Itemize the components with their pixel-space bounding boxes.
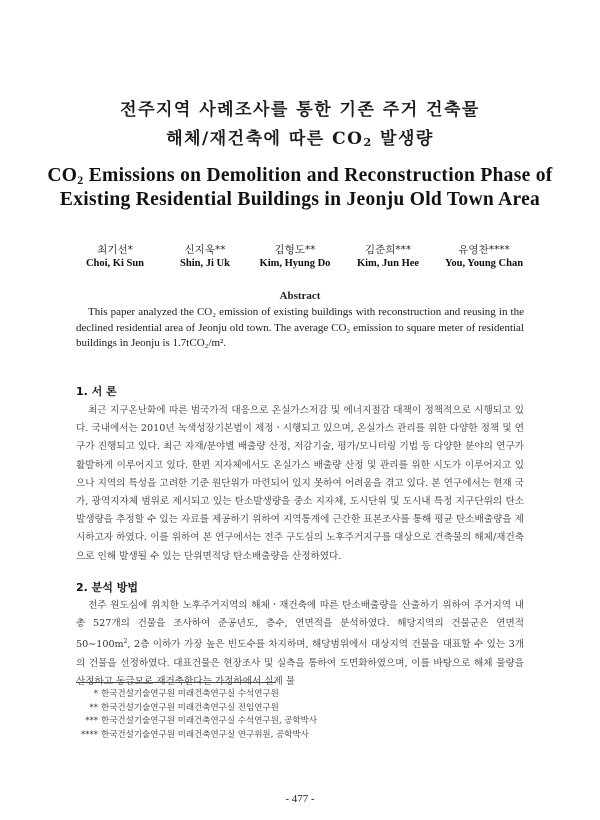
footnote-3-text: 한국건설기술연구원 미래건축연구실 수석연구원, 공학박사 (101, 716, 318, 726)
section-1-heading: 1. 서 론 (76, 385, 117, 398)
author-3-korean-name: 김형도** (274, 244, 316, 256)
footnote-4-text: 한국건설기술연구원 미래건축연구실 연구위원, 공학박사 (101, 729, 309, 740)
english-title-co: CO (47, 165, 78, 186)
author-list (0, 243, 600, 273)
abstract-heading: Abstract (279, 290, 321, 302)
english-title-line-2-text: Existing Residential Buildings in Jeonju Old Town Area (59, 189, 541, 210)
author-2-korean-name: 신지욱** (184, 244, 226, 256)
english-title-line-2 (0, 189, 600, 211)
footnote-1-mark: * (93, 689, 98, 699)
author-1-english-name: Choi, Ki Sun (85, 258, 145, 269)
footnote-1 (76, 688, 524, 702)
korean-title-line-2 (0, 124, 600, 149)
author-5-korean-name: 유영찬**** (458, 244, 510, 256)
footnote-4 (76, 729, 524, 743)
author-3-english-name: Kim, Hyung Do (259, 258, 331, 269)
co2-subscript: 2 (363, 136, 373, 149)
section-2-body-text: 전주 원도심에 위치한 노후주거지역의 해체ㆍ재건축에 따른 탄소배출량을 산출하기 위하여 주거지역 내 총 527개의 건물을 조사하여 준공년도, 층수, 연면적을 분석하였다. 해당지역의 건물군은 연면적 50∼100m (76, 600, 524, 651)
english-title-line-1-text: Emissions on Demolition and Reconstruction Phase of (83, 165, 553, 186)
author-5 (429, 243, 539, 271)
english-title-subscript: 2 (77, 173, 84, 187)
korean-title-line-1 (0, 95, 600, 120)
footnote-4-mark: **** (81, 729, 98, 740)
author-2-english-name: Shin, Ji Uk (180, 258, 230, 269)
author-5-english-name: You, Young Chan (444, 258, 524, 269)
footnote-2-mark: ** (89, 702, 98, 713)
footnote-3-mark: *** (85, 716, 98, 726)
author-4-english-name: Kim, Jun Hee (356, 258, 420, 269)
page-number: - 477 - (285, 793, 315, 805)
footnote-2-text: 한국건설기술연구원 미래건축연구실 전임연구원 (101, 702, 279, 713)
footnote-separator (76, 682, 276, 683)
korean-title-line-2-tail: 발생량 (372, 129, 434, 149)
author-4 (333, 243, 443, 271)
abstract-text: This paper analyzed the CO₂ emission of existing buildings with reconstruction and reusing in the declined residential area of Jeonju old town. The average CO₂ emission to square meter of residential buildings in Jeonju is 1.7tCO₂/m². (76, 306, 524, 349)
footnote-2 (76, 702, 524, 716)
footnote-3 (76, 715, 524, 729)
footnotes (76, 688, 524, 742)
author-4-korean-name: 김준희*** (364, 244, 412, 256)
footnote-1-text: 한국건설기술연구원 미래건축연구실 수석연구원 (101, 689, 279, 699)
m2-superscript: 2 (123, 638, 128, 646)
korean-title-line-2-text: 해체/재건축에 따른 CO (166, 129, 364, 149)
korean-title-line-1-text: 전주지역 사례조사를 통한 기존 주거 건축물 (120, 100, 480, 120)
section-2-body-text-continued: , 2층 이하가 가장 높은 빈도수를 차지하며, 해당범위에서 대상지역 건물을 대표할 수 있는 3개의 건물을 선정하였다. 대표건물은 현장조사 및 실측을 통하여 도면화하였으며, 이를 바탕으로 해체 물량을 산정하고 동급모로 재건축한다는 가정하에서 실제 물 (76, 639, 524, 687)
section-2-body (76, 597, 524, 691)
section-1-body: 최근 지구온난화에 따른 범국가적 대응으로 온실가스저감 및 에너지절감 대책이 정책적으로 시행되고 있다. 국내에서는 2010년 녹색성장기본법이 제정ㆍ시행되고 있으며, 온실가스 관리를 위한 다양한 정책 및 연구가 진행되고 있다. 최근 자재/분야별 배출량 산정, 저감기술, 평가/모니터링 기법 등 다양한 분야의 연구가 활발하게 이루어지고 있다. 한편 지자체에서도 온실가스 배출량 산정 및 관리를 위한 시도가 이루어지고 있으나 지역의 특성을 고려한 기준 원단위가 마련되어 있지 못하여 어려움을 겪고 있다. 본 연구에서는 현재 국가, 광역지자체 범위로 제시되고 있는 탄소발생량을 중소 지자체, 도시단위 및 도시내 특정 지구단위의 탄소발생량을 추정할 수 있는 자료를 제공하기 위하여 지역통계에 근간한 표본조사를 통해 평균 탄소배출량을 제시하고자 하였다. 이를 위하여 본 연구에서는 전주 구도심의 노후주거지구를 대상으로 건축물의 해체/재건축으로 인해 발생될 수 있는 단위면적당 탄소배출량을 산정하였다. (76, 405, 524, 562)
section-2-heading: 2. 분석 방법 (76, 581, 138, 594)
author-1-korean-name: 최기선* (97, 244, 133, 256)
english-title-line-1 (0, 165, 600, 188)
